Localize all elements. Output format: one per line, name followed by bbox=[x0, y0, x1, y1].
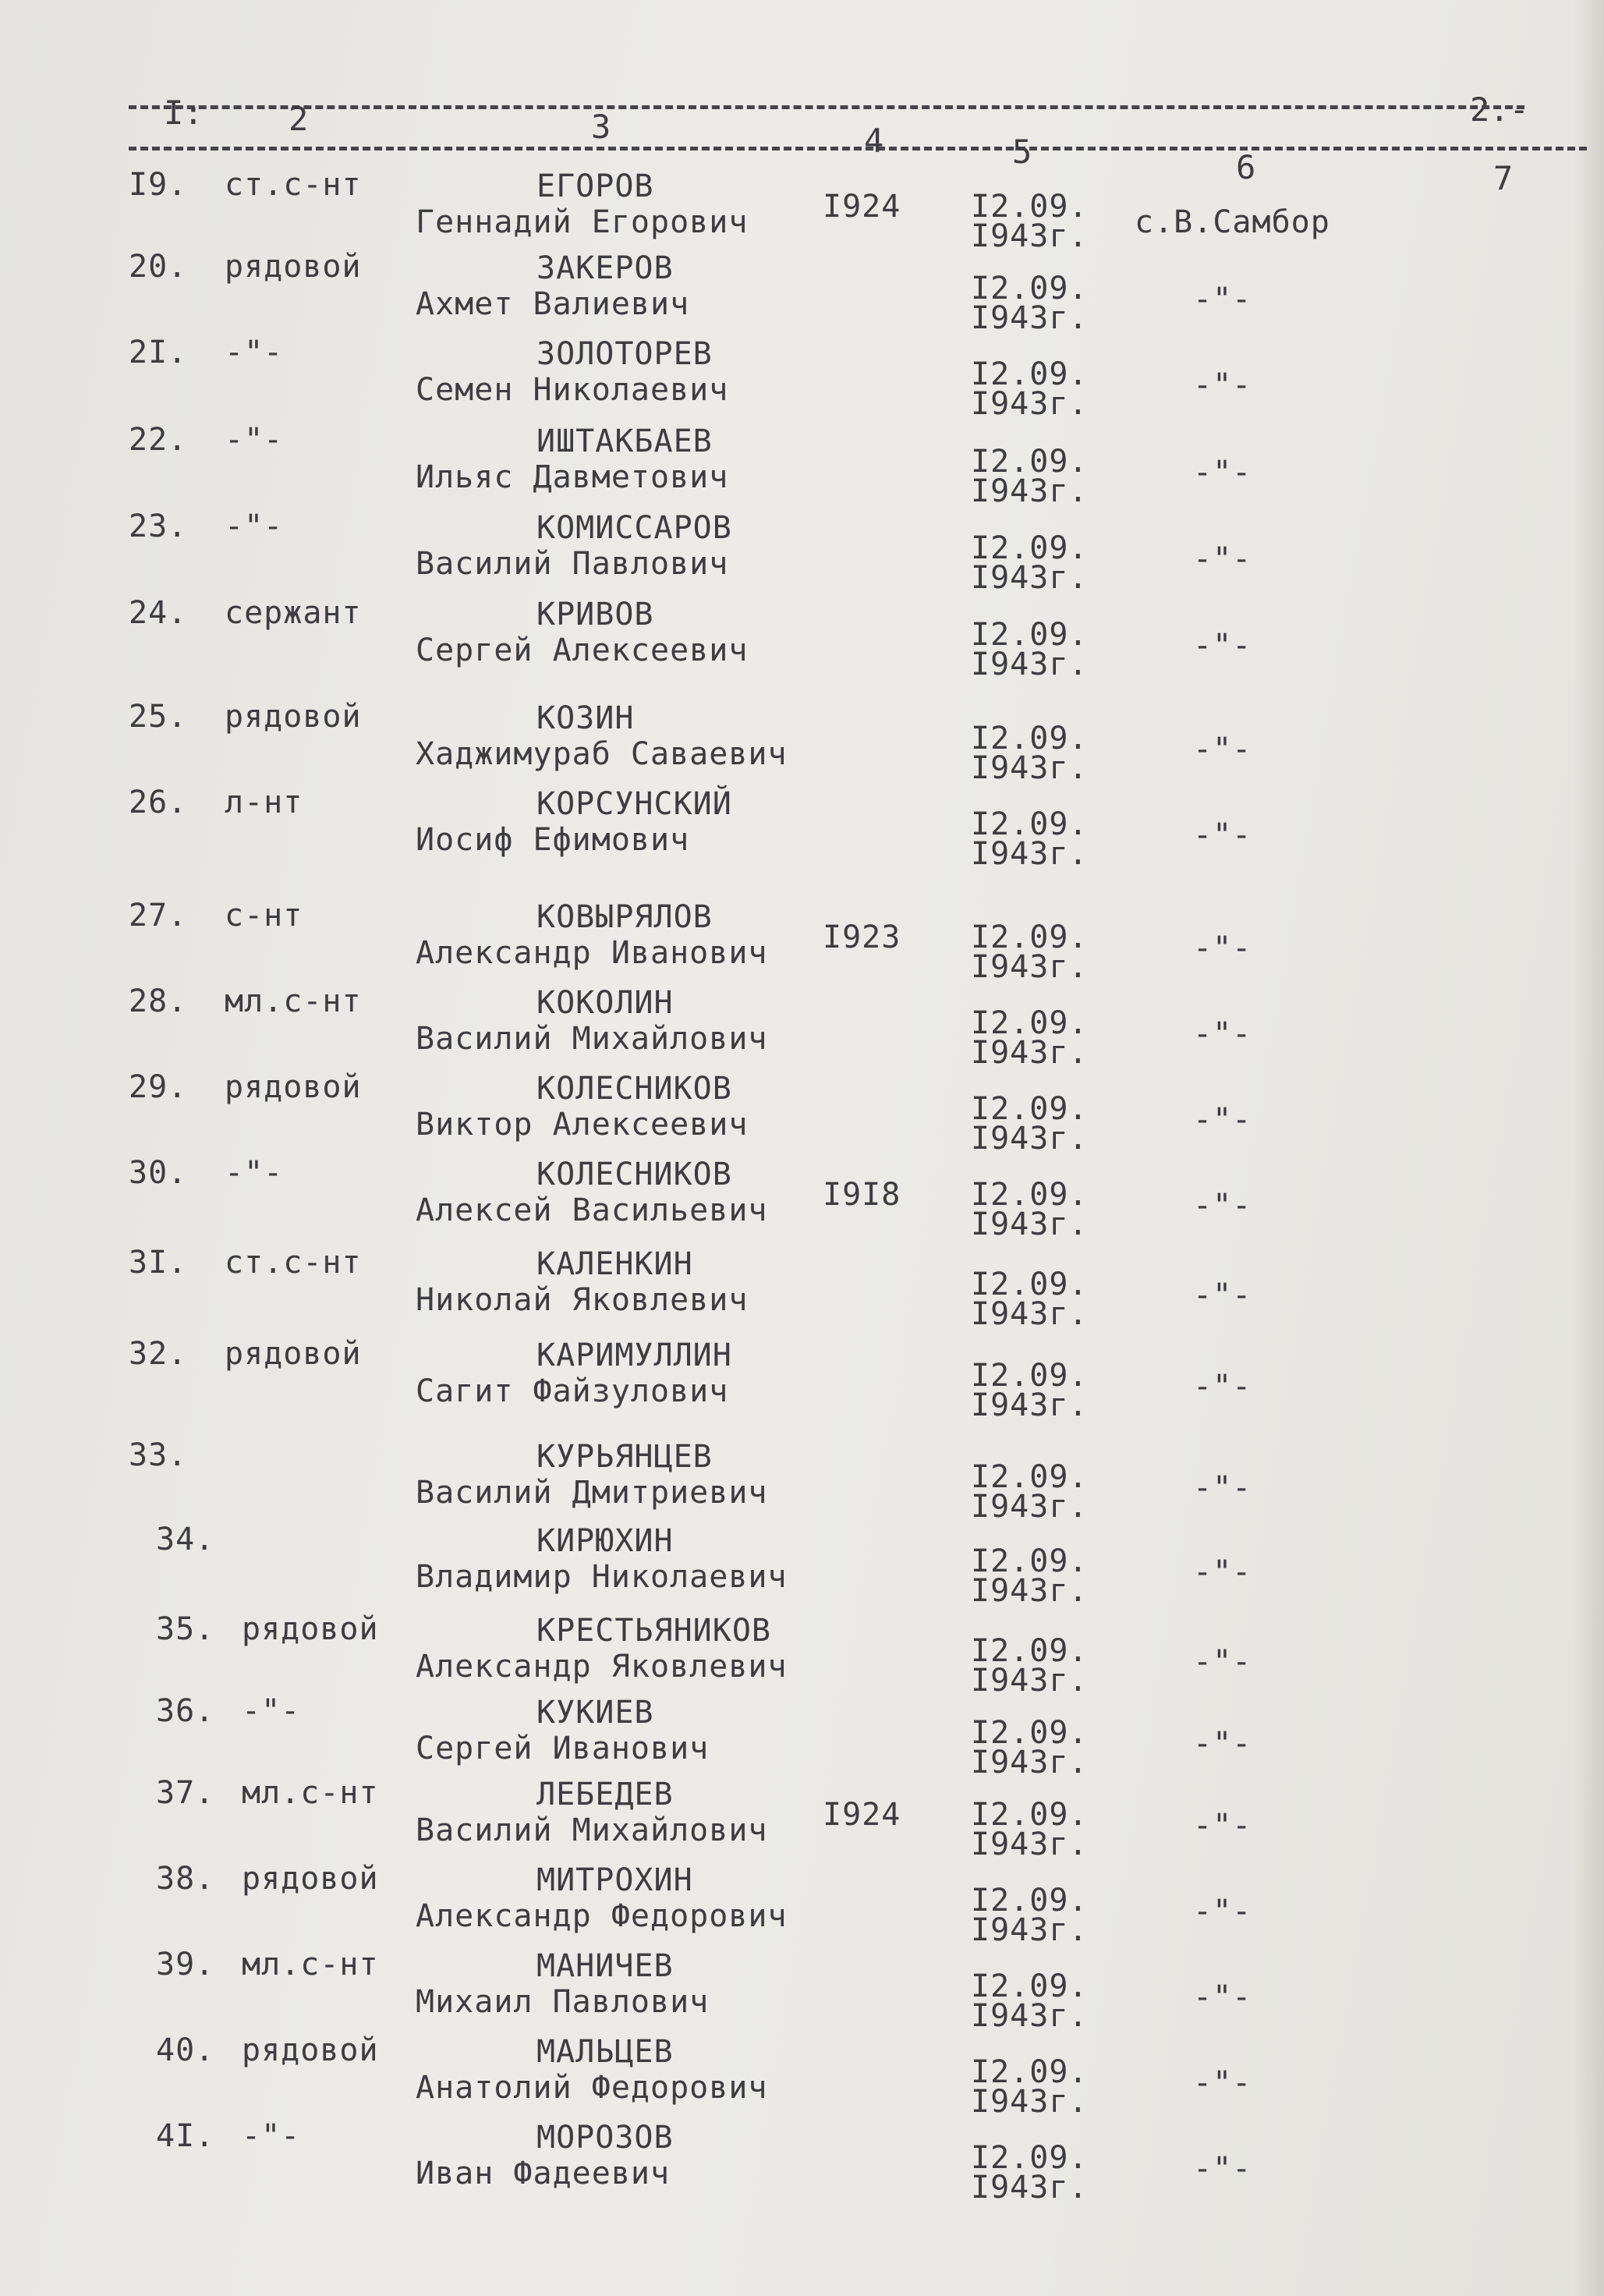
row-given-names: Иван Фадеевич bbox=[416, 2156, 671, 2191]
row-place: -"- bbox=[1193, 455, 1252, 491]
row-date-day: I2.09. bbox=[971, 721, 1089, 756]
row-rank: -"- bbox=[242, 1693, 301, 1729]
row-date-day: I2.09. bbox=[971, 806, 1089, 842]
row-date-day: I2.09. bbox=[971, 1267, 1089, 1302]
row-date-day: I2.09. bbox=[971, 530, 1089, 566]
row-rank: ст.с-нт bbox=[225, 1245, 362, 1281]
row-rank: с-нт bbox=[225, 898, 303, 934]
row-place: -"- bbox=[1193, 817, 1252, 853]
header-col-4: 4 bbox=[864, 122, 884, 160]
row-date-year: I943г. bbox=[971, 949, 1089, 985]
row-date-day: I2.09. bbox=[971, 1005, 1089, 1041]
row-given-names: Василий Павлович bbox=[416, 546, 729, 582]
row-number: 4I. bbox=[156, 2118, 215, 2154]
row-given-names: Иосиф Ефимович bbox=[416, 822, 690, 858]
row-number: 37. bbox=[156, 1775, 215, 1811]
row-number: 38. bbox=[156, 1861, 215, 1897]
row-date-day: I2.09. bbox=[971, 1633, 1089, 1669]
row-date-year: I943г. bbox=[971, 750, 1089, 786]
row-date-year: I943г. bbox=[971, 1206, 1089, 1242]
row-number: 22. bbox=[129, 422, 188, 458]
row-date-day: I2.09. bbox=[971, 2054, 1089, 2090]
row-date-day: I2.09. bbox=[971, 1177, 1089, 1213]
row-rank: рядовой bbox=[242, 2032, 379, 2068]
row-date-day: I2.09. bbox=[971, 1715, 1089, 1751]
row-date-year: I943г. bbox=[971, 386, 1089, 422]
row-date-day: I2.09. bbox=[971, 2140, 1089, 2176]
row-number: 40. bbox=[156, 2032, 215, 2068]
row-place: -"- bbox=[1193, 1644, 1252, 1680]
row-place: -"- bbox=[1193, 282, 1252, 317]
row-surname: МАЛЬЦЕВ bbox=[536, 2034, 674, 2070]
row-given-names: Ильяс Давметович bbox=[416, 459, 729, 495]
row-surname: КОВЫРЯЛОВ bbox=[536, 899, 713, 935]
row-given-names: Сагит Файзулович bbox=[416, 1373, 729, 1409]
row-date-year: I943г. bbox=[971, 1296, 1089, 1332]
row-surname: ЗОЛОТОРЕВ bbox=[536, 336, 713, 372]
paper-edge-shadow bbox=[1573, 0, 1604, 2296]
row-date-year: I943г. bbox=[971, 1573, 1089, 1609]
row-given-names: Владимир Николаевич bbox=[416, 1559, 788, 1595]
row-given-names: Александр Иванович bbox=[416, 935, 768, 971]
header-col-3: 3 bbox=[591, 108, 611, 146]
row-rank: -"- bbox=[225, 335, 284, 370]
row-number: 27. bbox=[129, 898, 188, 934]
row-number: 29. bbox=[129, 1069, 188, 1105]
row-place: -"- bbox=[1193, 1554, 1252, 1590]
row-number: 34. bbox=[156, 1522, 215, 1557]
row-place: -"- bbox=[1193, 1979, 1252, 2015]
row-surname: ЛЕБЕДЕВ bbox=[536, 1777, 674, 1812]
row-date-day: I2.09. bbox=[971, 271, 1089, 306]
row-number: I9. bbox=[129, 167, 188, 203]
row-date-day: I2.09. bbox=[971, 1797, 1089, 1833]
row-number: 36. bbox=[156, 1693, 215, 1729]
row-date-year: I943г. bbox=[971, 1663, 1089, 1699]
row-date-year: I943г. bbox=[971, 1489, 1089, 1525]
row-rank: рядовой bbox=[242, 1861, 379, 1897]
row-date-year: I943г. bbox=[971, 1998, 1089, 2034]
row-date-year: I943г. bbox=[971, 473, 1089, 509]
row-given-names: Сергей Алексеевич bbox=[416, 632, 749, 668]
row-date-day: I2.09. bbox=[971, 1543, 1089, 1579]
row-date-year: I943г. bbox=[971, 647, 1089, 682]
row-date-day: I2.09. bbox=[971, 1968, 1089, 2004]
row-number: 26. bbox=[129, 785, 188, 820]
row-number: 2I. bbox=[129, 335, 188, 370]
row-rank: л-нт bbox=[225, 785, 303, 820]
row-date-year: I943г. bbox=[971, 1912, 1089, 1948]
row-surname: ИШТАКБАЕВ bbox=[536, 423, 713, 459]
row-given-names: Василий Дмитриевич bbox=[416, 1475, 768, 1511]
row-date-year: I943г. bbox=[971, 1121, 1089, 1157]
row-place: -"- bbox=[1193, 367, 1252, 403]
row-number: 30. bbox=[129, 1155, 188, 1191]
row-given-names: Александр Федорович bbox=[416, 1898, 788, 1934]
row-rank: мл.с-нт bbox=[225, 983, 362, 1019]
row-given-names: Ахмет Валиевич bbox=[416, 286, 690, 322]
row-surname: КИРЮХИН bbox=[536, 1523, 674, 1559]
row-number: 3I. bbox=[129, 1245, 188, 1281]
row-surname: КАЛЕНКИН bbox=[536, 1246, 693, 1282]
row-place: -"- bbox=[1193, 2151, 1252, 2187]
row-place: -"- bbox=[1193, 628, 1252, 664]
row-number: 25. bbox=[129, 699, 188, 735]
row-number: 24. bbox=[129, 595, 188, 631]
row-date-day: I2.09. bbox=[971, 919, 1089, 955]
row-place: -"- bbox=[1193, 1102, 1252, 1138]
header-rule-top bbox=[129, 105, 1524, 109]
header-col-1: I: bbox=[164, 94, 204, 132]
row-date-day: I2.09. bbox=[971, 1883, 1089, 1919]
header-rule-bottom bbox=[129, 147, 1587, 151]
row-rank: рядовой bbox=[225, 699, 362, 735]
row-place: -"- bbox=[1193, 1808, 1252, 1844]
row-date-year: I943г. bbox=[971, 218, 1089, 254]
row-rank: -"- bbox=[225, 422, 284, 458]
row-date-year: I943г. bbox=[971, 1387, 1089, 1423]
row-rank: -"- bbox=[225, 1155, 284, 1191]
row-given-names: Сергей Иванович bbox=[416, 1731, 710, 1766]
row-date-year: I943г. bbox=[971, 2170, 1089, 2206]
row-surname: ЕГОРОВ bbox=[536, 168, 654, 204]
row-place: -"- bbox=[1193, 1016, 1252, 1052]
row-surname: КРИВОВ bbox=[536, 597, 654, 632]
row-given-names: Николай Яковлевич bbox=[416, 1282, 749, 1318]
row-given-names: Александр Яковлевич bbox=[416, 1649, 788, 1685]
row-number: 39. bbox=[156, 1947, 215, 1982]
row-surname: КОКОЛИН bbox=[536, 985, 674, 1021]
row-date-year: I943г. bbox=[971, 300, 1089, 336]
row-given-names: Алексей Васильевич bbox=[416, 1192, 768, 1228]
row-number: 33. bbox=[129, 1437, 188, 1473]
row-date-year: I943г. bbox=[971, 560, 1089, 596]
row-place: -"- bbox=[1193, 1894, 1252, 1929]
row-date-day: I2.09. bbox=[971, 189, 1089, 225]
row-given-names: Геннадий Егорович bbox=[416, 204, 749, 240]
row-rank: рядовой bbox=[225, 1336, 362, 1372]
header-col-2: 2 bbox=[289, 100, 309, 138]
row-given-names: Михаил Павлович bbox=[416, 1984, 710, 2020]
row-number: 28. bbox=[129, 983, 188, 1019]
row-birth-year: I923 bbox=[823, 919, 901, 955]
row-place: -"- bbox=[1193, 1470, 1252, 1506]
row-given-names: Семен Николаевич bbox=[416, 372, 729, 408]
row-surname: КОРСУНСКИЙ bbox=[536, 786, 732, 822]
row-place: -"- bbox=[1193, 930, 1252, 966]
row-date-year: I943г. bbox=[971, 1745, 1089, 1780]
row-surname: КОЛЕСНИКОВ bbox=[536, 1157, 732, 1192]
row-place: с.В.Самбор bbox=[1135, 204, 1330, 240]
row-surname: МИТРОХИН bbox=[536, 1862, 693, 1898]
row-date-year: I943г. bbox=[971, 1035, 1089, 1071]
row-birth-year: I924 bbox=[823, 1797, 901, 1833]
row-surname: МОРОЗОВ bbox=[536, 2120, 674, 2156]
row-rank: мл.с-нт bbox=[242, 1947, 379, 1982]
row-date-day: I2.09. bbox=[971, 1459, 1089, 1495]
row-date-day: I2.09. bbox=[971, 356, 1089, 392]
row-place: -"- bbox=[1193, 1369, 1252, 1405]
row-number: 23. bbox=[129, 508, 188, 544]
row-given-names: Хаджимураб Саваевич bbox=[416, 736, 788, 772]
row-place: -"- bbox=[1193, 1188, 1252, 1224]
row-given-names: Анатолий Федорович bbox=[416, 2070, 768, 2106]
row-place: -"- bbox=[1193, 1726, 1252, 1762]
row-rank: ст.с-нт bbox=[225, 167, 362, 203]
header-col-7: 7 bbox=[1493, 159, 1514, 197]
row-place: -"- bbox=[1193, 541, 1252, 577]
row-rank: -"- bbox=[242, 2118, 301, 2154]
row-birth-year: I924 bbox=[823, 189, 901, 225]
row-number: 32. bbox=[129, 1336, 188, 1372]
row-given-names: Виктор Алексеевич bbox=[416, 1107, 749, 1143]
row-surname: ЗАКЕРОВ bbox=[536, 250, 674, 286]
row-date-year: I943г. bbox=[971, 2084, 1089, 2120]
row-given-names: Василий Михайлович bbox=[416, 1812, 768, 1848]
row-rank: рядовой bbox=[242, 1611, 379, 1647]
row-surname: КОЛЕСНИКОВ bbox=[536, 1071, 732, 1107]
row-birth-year: I9I8 bbox=[823, 1177, 901, 1213]
row-date-year: I943г. bbox=[971, 836, 1089, 872]
row-rank: рядовой bbox=[225, 249, 362, 285]
row-rank: рядовой bbox=[225, 1069, 362, 1105]
row-number: 35. bbox=[156, 1611, 215, 1647]
row-rank: -"- bbox=[225, 508, 284, 544]
row-surname: КУКИЕВ bbox=[536, 1695, 654, 1731]
row-place: -"- bbox=[1193, 732, 1252, 767]
row-number: 20. bbox=[129, 249, 188, 285]
row-rank: мл.с-нт bbox=[242, 1775, 379, 1811]
header-col-6: 6 bbox=[1236, 148, 1256, 186]
row-surname: КРЕСТЬЯНИКОВ bbox=[536, 1613, 771, 1649]
row-surname: МАНИЧЕВ bbox=[536, 1948, 674, 1984]
row-place: -"- bbox=[1193, 1277, 1252, 1313]
row-given-names: Василий Михайлович bbox=[416, 1021, 768, 1057]
row-date-day: I2.09. bbox=[971, 1358, 1089, 1394]
row-surname: КОЗИН bbox=[536, 700, 635, 736]
page-number: 2.- bbox=[1470, 90, 1529, 129]
row-date-day: I2.09. bbox=[971, 444, 1089, 480]
row-surname: КАРИМУЛЛИН bbox=[536, 1338, 732, 1373]
row-date-day: I2.09. bbox=[971, 617, 1089, 653]
row-surname: КУРЬЯНЦЕВ bbox=[536, 1439, 713, 1475]
row-date-year: I943г. bbox=[971, 1827, 1089, 1862]
row-surname: КОМИССАРОВ bbox=[536, 510, 732, 546]
row-place: -"- bbox=[1193, 2065, 1252, 2101]
row-date-day: I2.09. bbox=[971, 1091, 1089, 1127]
row-rank: сержант bbox=[225, 595, 362, 631]
header-col-5: 5 bbox=[1012, 133, 1032, 171]
